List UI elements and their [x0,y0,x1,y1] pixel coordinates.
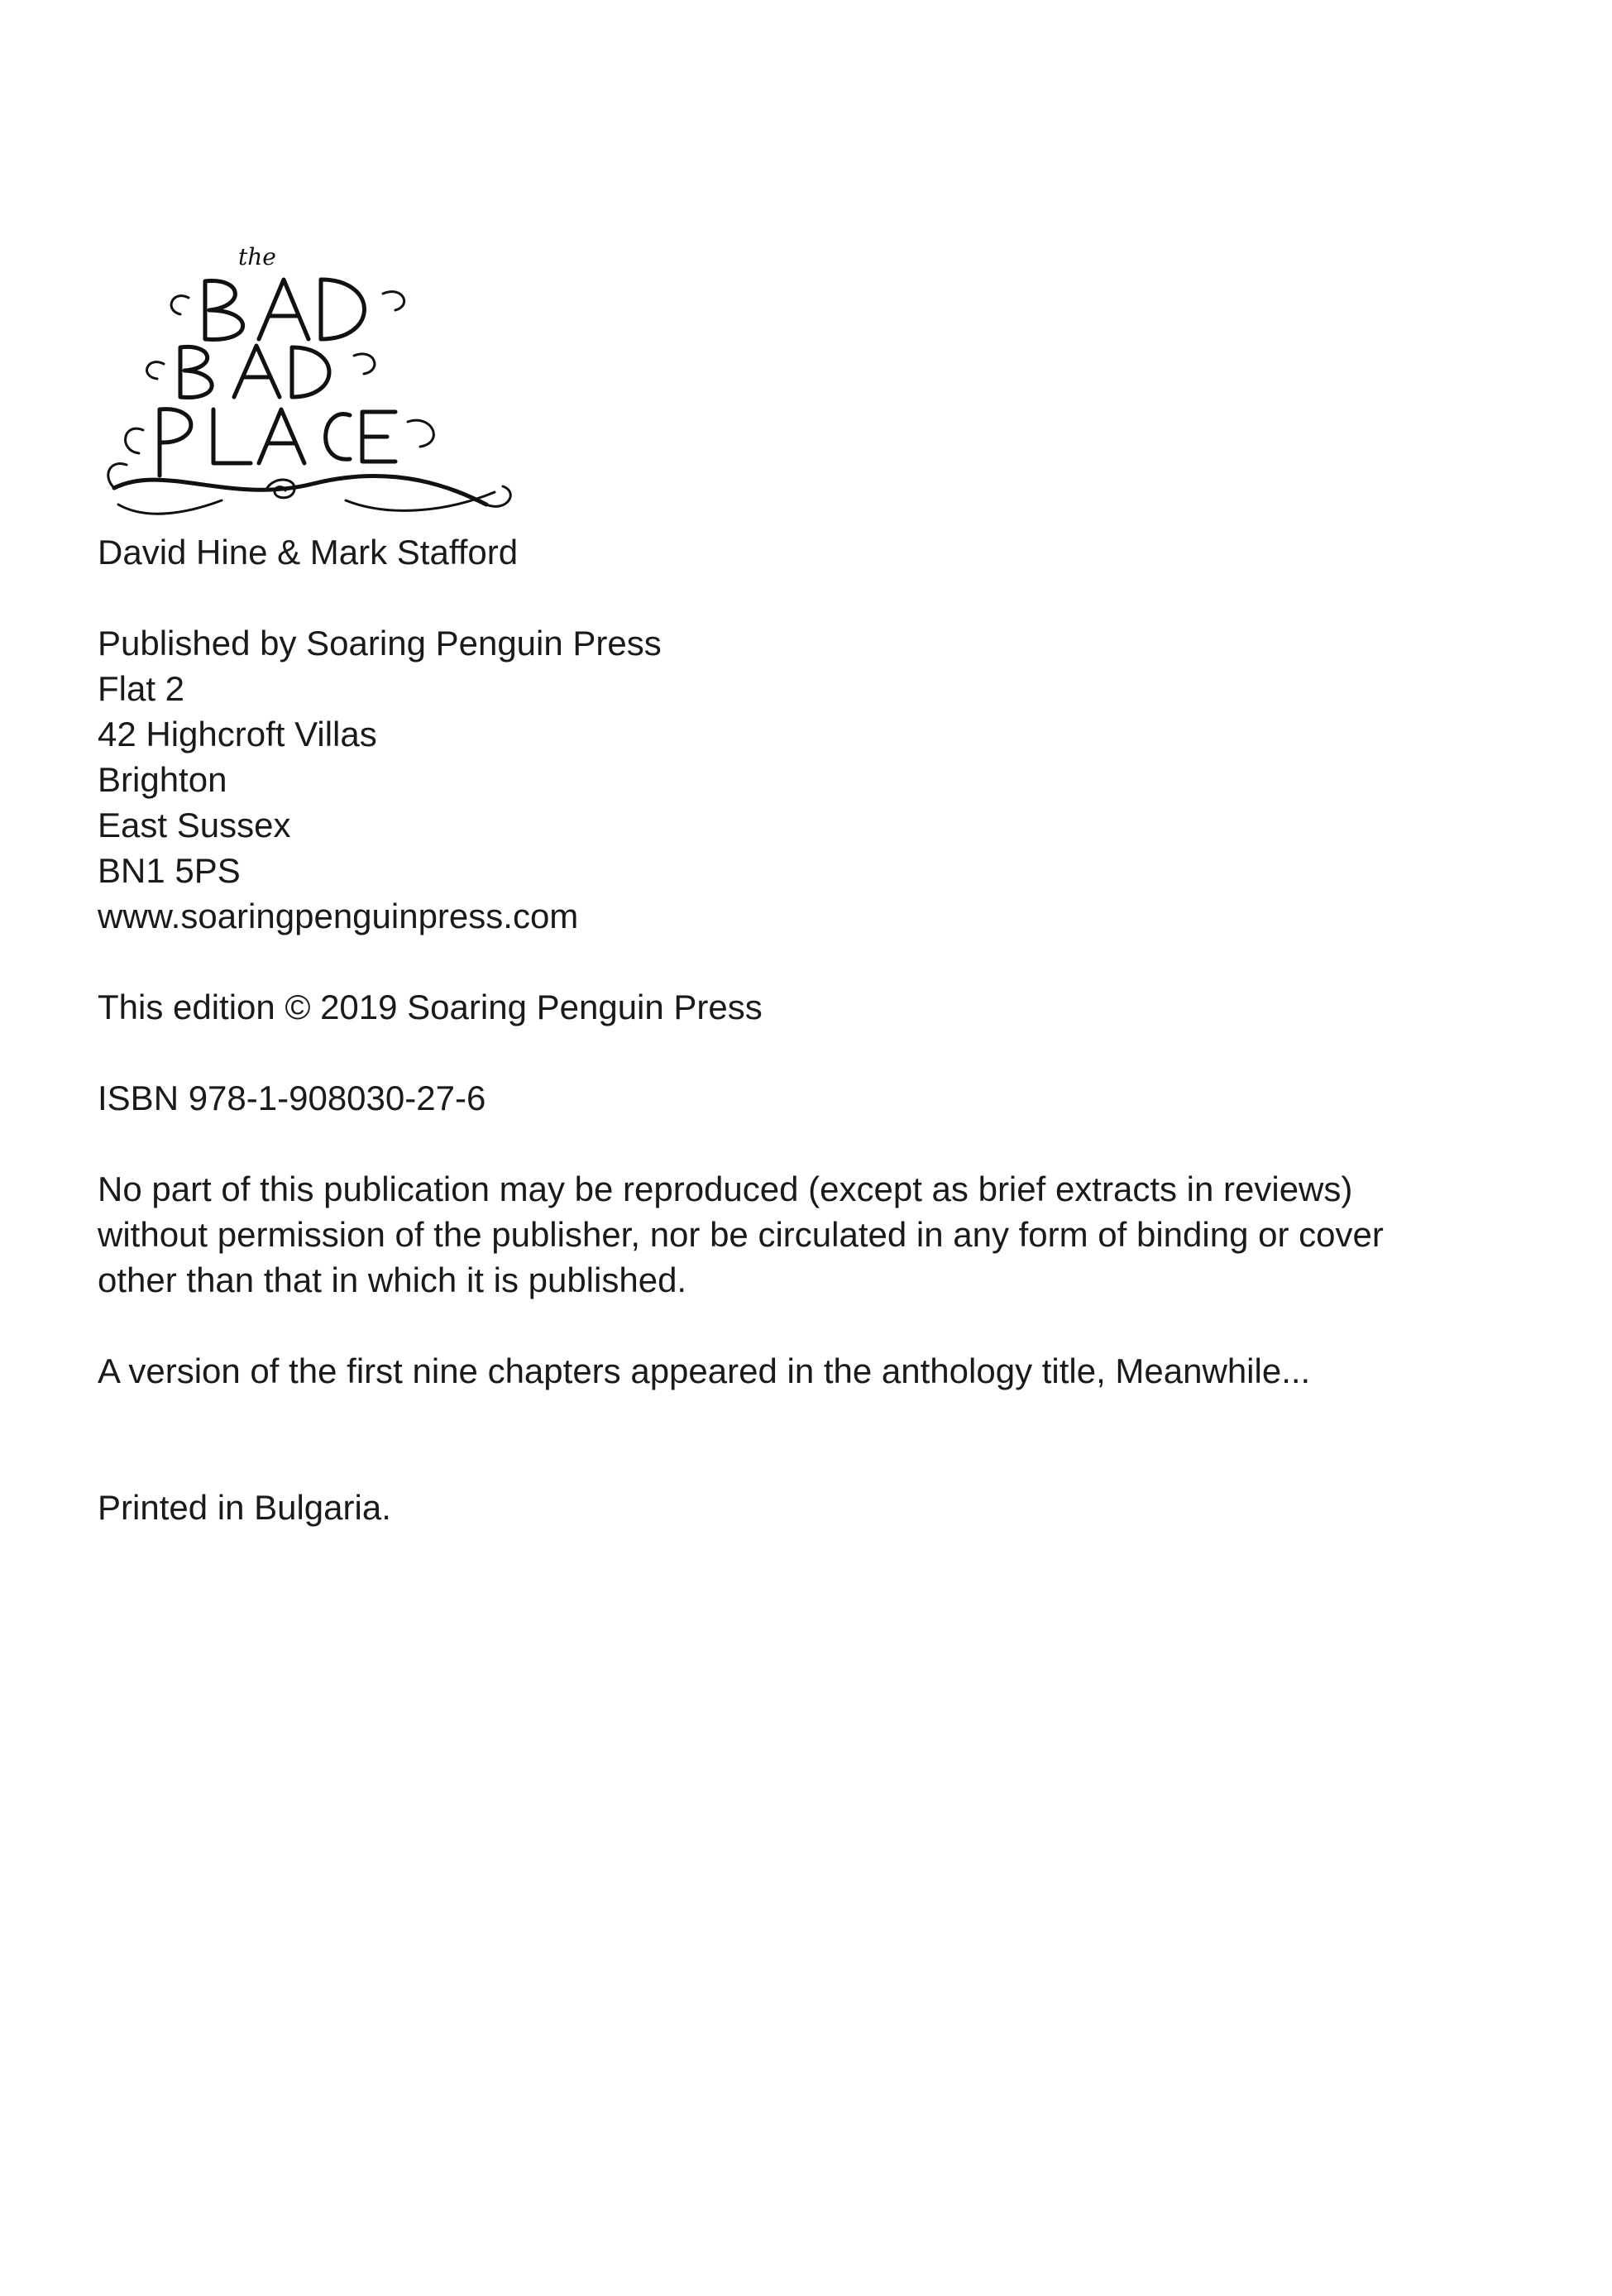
isbn: ISBN 978-1-908030-27-6 [98,1079,486,1117]
address-line: 42 Highcroft Villas [98,715,377,753]
published-by: Published by Soaring Penguin Press [98,624,662,662]
anthology-note: A version of the first nine chapters appeared in the anthology title, Meanwhile... [98,1351,1311,1390]
imprint-text [98,529,1520,1530]
printed-in: Printed in Bulgaria. [98,1488,391,1527]
publisher-website: www.soaringpenguinpress.com [98,897,579,935]
bad-bad-place-logo [98,240,528,529]
address-line: Brighton [98,760,227,799]
copyright-line: This edition © 2019 Soaring Penguin Press [98,988,763,1026]
authors: David Hine & Mark Stafford [98,533,519,572]
rights-notice-line: No part of this publication may be reproduced (except as brief extracts in reviews) [98,1170,1353,1208]
rights-notice-line: other than that in which it is published. [98,1260,687,1299]
svg-text:the: the [238,243,276,270]
rights-notice-line: without permission of the publisher, nor be circulated in any form of binding or cover [98,1215,1384,1254]
address-line: East Sussex [98,806,291,844]
address-line: Flat 2 [98,669,185,708]
address-line: BN1 5PS [98,851,241,890]
